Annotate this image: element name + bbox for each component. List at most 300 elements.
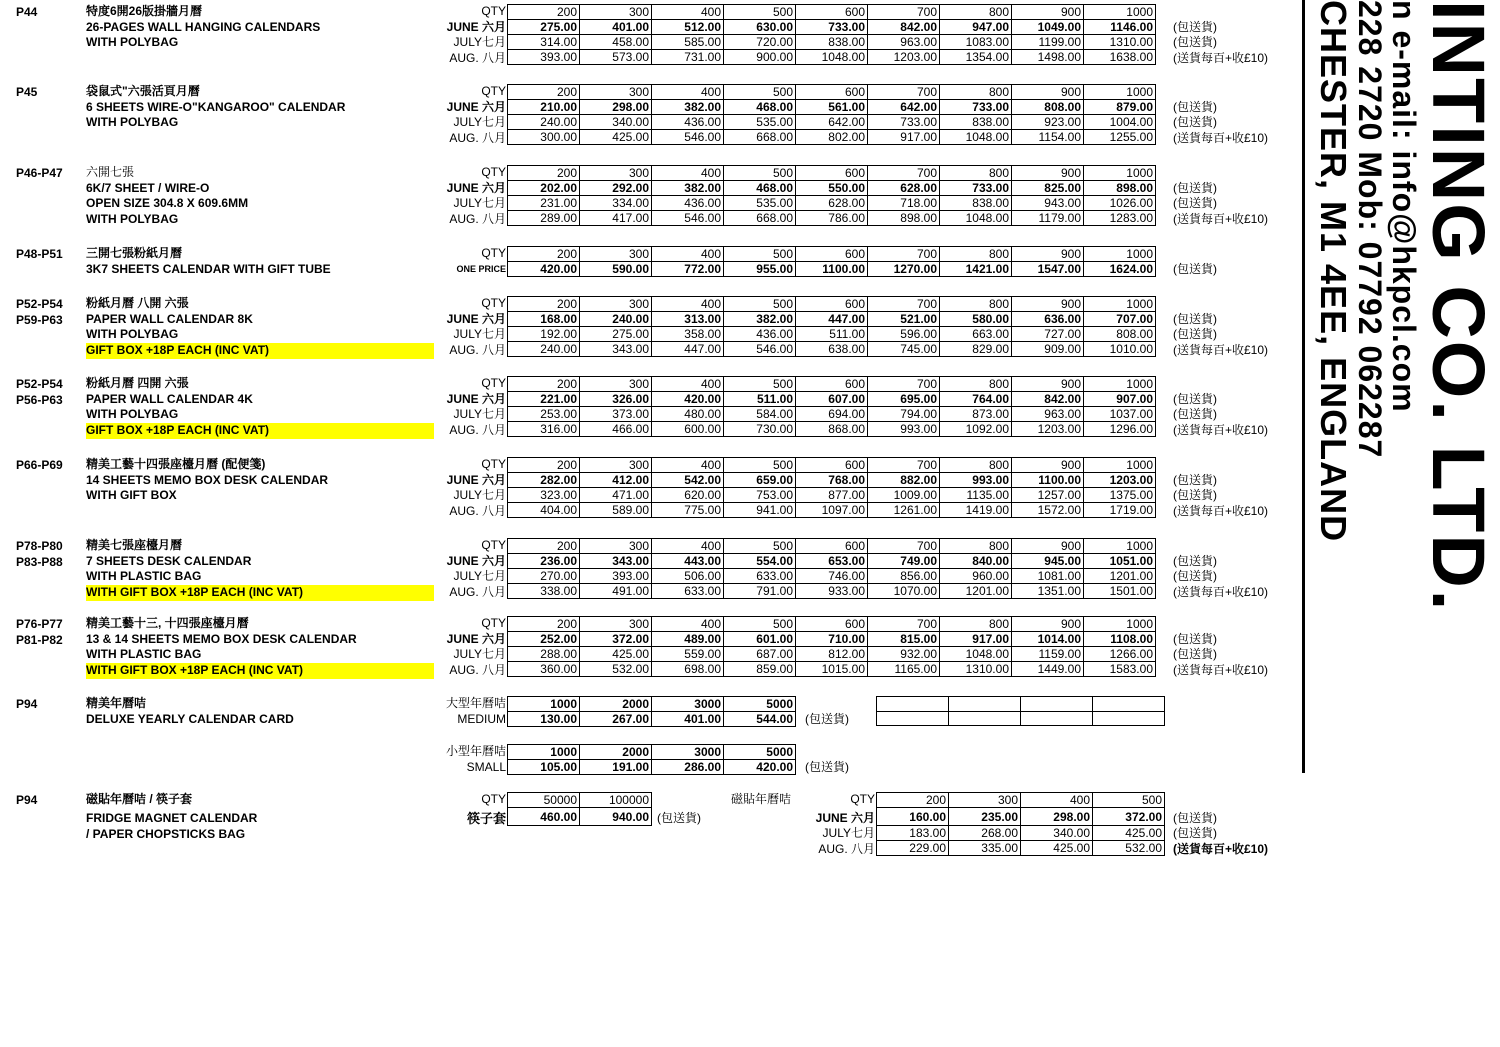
qty-cell: 900 [1012,85,1084,100]
qty-cell: 600 [796,377,868,392]
price-table [507,4,1156,65]
delivery-note: (送貨每百+收£10) [1173,585,1269,600]
phone-line: 228 2720 Mob: 07792 062287 [1352,0,1388,459]
section-code: P81-P82 [16,632,63,647]
qty-cell: 700 [868,458,940,473]
section-description: / PAPER CHOPSTICKS BAG [86,826,246,841]
qty-cell: 200 [508,458,580,473]
price-cell: 506.00 [652,569,724,584]
price-cell: 955.00 [724,262,796,277]
price-cell: 1572.00 [1012,503,1084,518]
price-cell: 898.00 [1084,181,1156,196]
price-cell: 772.00 [652,262,724,277]
qty-cell: 400 [652,297,724,312]
price-cell: 1154.00 [1012,130,1084,145]
price-cell: 1351.00 [1012,584,1084,599]
delivery-note: (包送貨) [1173,19,1217,34]
price-row [508,554,1156,569]
price-cell: 253.00 [508,407,580,422]
price-cell: 554.00 [724,554,796,569]
price-cell: 270.00 [508,569,580,584]
qty-cell: 200 [877,793,949,808]
price-cell: 838.00 [940,115,1012,130]
price-table [507,376,1156,437]
price-cell: 314.00 [508,35,580,50]
row-label: 筷子套 [466,810,506,826]
row-label: JUNE 六月 [446,99,506,114]
section-code: P59-P63 [16,312,63,327]
section-code: P46-P47 [16,166,63,180]
price-cell: 768.00 [796,473,868,488]
row-label: JULY七月 [453,115,506,130]
delivery-note: (包送貨) [1173,35,1217,50]
price-cell: 511.00 [796,327,868,342]
empty-table [876,696,1165,726]
price-cell: 546.00 [724,342,796,357]
qty-cell: 1000 [1084,85,1156,100]
gift-box-note: WITH GIFT BOX +18P EACH (INC VAT) [86,585,434,601]
price-table [507,616,1156,677]
row-label: JUNE 六月 [446,472,506,487]
price-cell: 1583.00 [1084,662,1156,677]
price-cell: 316.00 [508,422,580,437]
price-cell: 546.00 [652,211,724,226]
price-cell: 268.00 [949,826,1021,841]
price-cell: 633.00 [652,584,724,599]
delivery-note: (包送貨) [1173,472,1217,487]
delivery-note: (包送貨) [1173,99,1217,114]
price-cell: 436.00 [652,196,724,211]
row-label: JUNE 六月 [815,810,875,825]
section-code: P83-P88 [16,554,63,569]
row-label: JUNE 六月 [446,311,506,326]
price-cell: 628.00 [868,181,940,196]
section-description: 磁貼年曆咭 / 筷子套 [86,792,193,806]
description-line: PAPER WALL CALENDAR 8K [86,311,253,326]
price-cell: 372.00 [1093,808,1165,826]
description-line: 特度6開26版掛牆月曆 [86,4,203,18]
price-cell: 1199.00 [1012,35,1084,50]
price-row [508,115,1156,130]
qty-cell: 700 [868,247,940,262]
price-cell: 235.00 [949,808,1021,826]
price-cell: 1266.00 [1084,647,1156,662]
price-row [508,181,1156,196]
price-cell: 733.00 [868,115,940,130]
price-cell: 240.00 [508,342,580,357]
price-cell: 417.00 [580,211,652,226]
qty-cell: 800 [940,5,1012,20]
qty-cell: 1000 [508,745,580,760]
price-row [508,50,1156,65]
price-cell: 1010.00 [1084,342,1156,357]
price-cell: 829.00 [940,342,1012,357]
price-cell: 168.00 [508,312,580,327]
row-label: JUNE 六月 [446,180,506,195]
qty-cell: 400 [652,247,724,262]
price-cell: 1421.00 [940,262,1012,277]
row-label: AUG. 八月 [449,131,506,146]
qty-cell: 600 [796,297,868,312]
qty-cell: 500 [724,539,796,554]
row-label: JUNE 六月 [446,391,506,406]
empty-cell [877,711,949,726]
qty-cell: 1000 [1084,617,1156,632]
price-cell: 812.00 [796,647,868,662]
price-cell: 1049.00 [1012,20,1084,35]
price-cell: 993.00 [940,473,1012,488]
qty-cell: 900 [1012,5,1084,20]
price-cell: 511.00 [724,392,796,407]
price-cell: 1070.00 [868,584,940,599]
empty-cell [949,711,1021,726]
price-cell: 343.00 [580,554,652,569]
delivery-note: (包送貨) [1173,488,1217,503]
price-cell: 642.00 [868,100,940,115]
price-cell: 1310.00 [940,662,1012,677]
price-cell: 642.00 [796,115,868,130]
price-row [508,584,1156,599]
price-row [877,826,1165,841]
price-cell: 733.00 [940,100,1012,115]
qty-row [508,697,796,712]
empty-row [877,697,1165,712]
price-cell: 546.00 [652,130,724,145]
row-label: JULY七月 [453,647,506,662]
qty-cell: 400 [652,377,724,392]
delivery-note: (包送貨) [805,759,849,774]
qty-cell: 400 [652,5,724,20]
description-line: 三開七張粉紙月曆 [86,246,183,260]
price-cell: 877.00 [796,488,868,503]
delivery-note: (送貨每百+收£10) [1173,131,1269,146]
price-cell: 1100.00 [1012,473,1084,488]
description-line: WITH POLYBAG [86,212,179,227]
section-code: P76-P77 [16,617,63,631]
price-cell: 1296.00 [1084,422,1156,437]
price-cell: 1638.00 [1084,50,1156,65]
price-cell: 468.00 [724,181,796,196]
price-cell: 544.00 [724,712,796,727]
price-cell: 202.00 [508,181,580,196]
price-cell: 1255.00 [1084,130,1156,145]
price-cell: 343.00 [580,342,652,357]
section-code: P48-P51 [16,247,63,261]
price-cell: 425.00 [580,647,652,662]
description-line: 7 SHEETS DESK CALENDAR [86,553,252,568]
price-cell: 267.00 [580,712,652,727]
price-cell: 420.00 [508,262,580,277]
price-cell: 298.00 [1021,808,1093,826]
price-cell: 868.00 [796,422,868,437]
price-cell: 1092.00 [940,422,1012,437]
delivery-note: (包送貨) [1173,647,1217,662]
section-code: P44 [16,5,38,19]
description-line: WITH POLYBAG [86,115,179,130]
qty-cell: 900 [1012,247,1084,262]
price-cell: 653.00 [796,554,868,569]
qty-cell: 1000 [508,697,580,712]
price-cell: 1203.00 [1012,422,1084,437]
price-cell: 745.00 [868,342,940,357]
price-cell: 668.00 [724,211,796,226]
empty-cell [1021,697,1093,712]
qty-cell: 300 [580,377,652,392]
price-cell: 1051.00 [1084,554,1156,569]
row-label: AUG. 八月 [449,343,506,358]
price-cell: 730.00 [724,422,796,437]
description-line: 粉紙月曆 四開 六張 [86,376,189,390]
price-cell: 401.00 [652,712,724,727]
price-row [508,342,1156,357]
price-cell: 694.00 [796,407,868,422]
description-line: WITH POLYBAG [86,407,179,422]
price-row [508,327,1156,342]
price-cell: 1547.00 [1012,262,1084,277]
price-cell: 1498.00 [1012,50,1084,65]
price-cell: 286.00 [652,760,724,775]
delivery-note: (包送貨) [1173,810,1217,825]
row-label: JULY七月 [453,569,506,584]
price-cell: 932.00 [868,647,940,662]
price-cell: 1203.00 [868,50,940,65]
price-cell: 1310.00 [1084,35,1156,50]
qty-row [508,85,1156,100]
price-cell: 535.00 [724,115,796,130]
row-label: JUNE 六月 [446,553,506,568]
delivery-note: (包送貨) [1173,196,1217,211]
row-label: AUG. 八月 [818,842,875,857]
qty-cell: 600 [796,85,868,100]
price-cell: 628.00 [796,196,868,211]
price-cell: 412.00 [580,473,652,488]
qty-cell: 900 [1012,297,1084,312]
price-table [507,744,796,775]
price-row [508,647,1156,662]
qty-row [508,377,1156,392]
price-cell: 458.00 [580,35,652,50]
price-cell: 1719.00 [1084,503,1156,518]
row-label: QTY [481,296,506,310]
price-cell: 313.00 [652,312,724,327]
description-line: WITH POLYBAG [86,35,179,50]
price-cell: 879.00 [1084,100,1156,115]
qty-cell: 400 [1021,793,1093,808]
qty-cell: 300 [580,297,652,312]
qty-cell: 300 [580,166,652,181]
row-label: SMALL [466,759,506,774]
qty-cell: 600 [796,247,868,262]
price-cell: 393.00 [508,50,580,65]
price-cell: 733.00 [940,181,1012,196]
qty-row [877,793,1165,808]
qty-row [508,247,1156,262]
qty-row [508,539,1156,554]
qty-cell: 500 [724,5,796,20]
price-cell: 420.00 [724,760,796,775]
price-cell: 460.00 [508,808,580,826]
qty-cell: 500 [1093,793,1165,808]
qty-cell: 50000 [508,793,580,808]
price-cell: 1159.00 [1012,647,1084,662]
price-cell: 907.00 [1084,392,1156,407]
price-cell: 340.00 [1021,826,1093,841]
qty-row [508,297,1156,312]
row-label: QTY [850,792,875,806]
delivery-note: (包送貨) [1173,180,1217,195]
delivery-note: (包送貨) [1173,391,1217,406]
section-code: P52-P54 [16,377,63,391]
price-cell: 191.00 [580,760,652,775]
price-cell: 334.00 [580,196,652,211]
empty-cell [949,697,1021,712]
row-label: JULY七月 [453,407,506,422]
price-cell: 360.00 [508,662,580,677]
row-label: QTY [481,538,506,552]
qty-cell: 500 [724,166,796,181]
price-cell: 292.00 [580,181,652,196]
price-cell: 323.00 [508,488,580,503]
price-table [507,165,1156,226]
empty-cell [1093,711,1165,726]
description-line: 6 SHEETS WIRE-O"KANGAROO" CALENDAR [86,99,346,114]
qty-cell: 700 [868,297,940,312]
qty-cell: 800 [940,85,1012,100]
price-cell: 668.00 [724,130,796,145]
qty-cell: 200 [508,617,580,632]
price-cell: 840.00 [940,554,1012,569]
price-cell: 466.00 [580,422,652,437]
qty-cell: 800 [940,458,1012,473]
price-cell: 727.00 [1012,327,1084,342]
price-row [508,473,1156,488]
row-label: ONE PRICE [456,263,506,274]
price-cell: 491.00 [580,584,652,599]
qty-cell: 700 [868,166,940,181]
price-cell: 838.00 [940,196,1012,211]
qty-row [508,745,796,760]
price-cell: 585.00 [652,35,724,50]
section-code: P94 [16,697,38,711]
row-label: QTY [481,84,506,98]
price-cell: 898.00 [868,211,940,226]
price-cell: 1354.00 [940,50,1012,65]
qty-cell: 700 [868,85,940,100]
price-cell: 1048.00 [940,130,1012,145]
price-cell: 589.00 [580,503,652,518]
description-line: 26-PAGES WALL HANGING CALENDARS [86,19,321,34]
price-cell: 1375.00 [1084,488,1156,503]
qty-cell: 1000 [1084,297,1156,312]
delivery-note: (包送貨) [1173,631,1217,646]
price-cell: 192.00 [508,327,580,342]
qty-cell: 200 [508,85,580,100]
price-cell: 1048.00 [940,211,1012,226]
description-line: 精美工藝十三, 十四張座檯月曆 [86,616,249,630]
description-line: 13 & 14 SHEETS MEMO BOX DESK CALENDAR [86,631,357,646]
price-row [508,35,1156,50]
row-label: AUG. 八月 [449,504,506,519]
price-row [508,503,1156,518]
price-cell: 236.00 [508,554,580,569]
price-cell: 808.00 [1084,327,1156,342]
description-line: 6K/7 SHEET / WIRE-O [86,180,210,195]
price-cell: 532.00 [580,662,652,677]
price-cell: 358.00 [652,327,724,342]
row-label: QTY [481,165,506,179]
price-cell: 753.00 [724,488,796,503]
delivery-note: (包送貨) [1173,569,1217,584]
section-code: P78-P80 [16,539,63,553]
price-cell: 590.00 [580,262,652,277]
price-cell: 963.00 [1012,407,1084,422]
qty-cell: 900 [1012,377,1084,392]
delivery-note: (送貨每百+收£10) [1173,423,1269,438]
qty-cell: 800 [940,539,1012,554]
price-cell: 1261.00 [868,503,940,518]
price-cell: 856.00 [868,569,940,584]
delivery-note: (包送貨) [1173,311,1217,326]
empty-row [877,711,1165,726]
price-cell: 636.00 [1012,312,1084,327]
price-cell: 630.00 [724,20,796,35]
qty-cell: 200 [508,297,580,312]
price-cell: 1135.00 [940,488,1012,503]
price-cell: 1004.00 [1084,115,1156,130]
price-row [508,262,1156,277]
price-row [508,760,796,775]
price-cell: 733.00 [796,20,868,35]
row-label: AUG. 八月 [449,423,506,438]
qty-cell: 200 [508,5,580,20]
section-code: P94 [16,793,38,807]
gift-box-note: GIFT BOX +18P EACH (INC VAT) [86,423,434,439]
qty-cell: 400 [652,85,724,100]
price-cell: 404.00 [508,503,580,518]
price-cell: 420.00 [652,392,724,407]
price-cell: 638.00 [796,342,868,357]
price-cell: 663.00 [940,327,1012,342]
section-description: FRIDGE MAGNET CALENDAR [86,810,258,825]
description-line: 袋鼠式"六張活頁月曆 [86,84,200,98]
price-cell: 372.00 [580,632,652,647]
qty-cell: 900 [1012,458,1084,473]
empty-cell [1093,697,1165,712]
description-line: PAPER WALL CALENDAR 4K [86,391,253,406]
price-row [508,712,796,727]
delivery-note: (送貨每百+收£10) [1173,842,1269,857]
price-cell: 620.00 [652,488,724,503]
price-cell: 791.00 [724,584,796,599]
qty-cell: 200 [508,377,580,392]
price-row [508,488,1156,503]
price-cell: 786.00 [796,211,868,226]
price-cell: 229.00 [877,841,949,856]
price-cell: 1108.00 [1084,632,1156,647]
magnet-table [876,792,1165,856]
address-line: CHESTER, M1 4EE, ENGLAND [1313,0,1354,543]
qty-cell: 100000 [580,793,652,808]
price-row [508,211,1156,226]
description-line: WITH PLASTIC BAG [86,647,202,662]
row-label: AUG. 八月 [449,663,506,678]
price-row [508,196,1156,211]
qty-cell: 1000 [1084,377,1156,392]
price-cell: 1257.00 [1012,488,1084,503]
price-cell: 695.00 [868,392,940,407]
qty-cell: 5000 [724,745,796,760]
price-cell: 252.00 [508,632,580,647]
